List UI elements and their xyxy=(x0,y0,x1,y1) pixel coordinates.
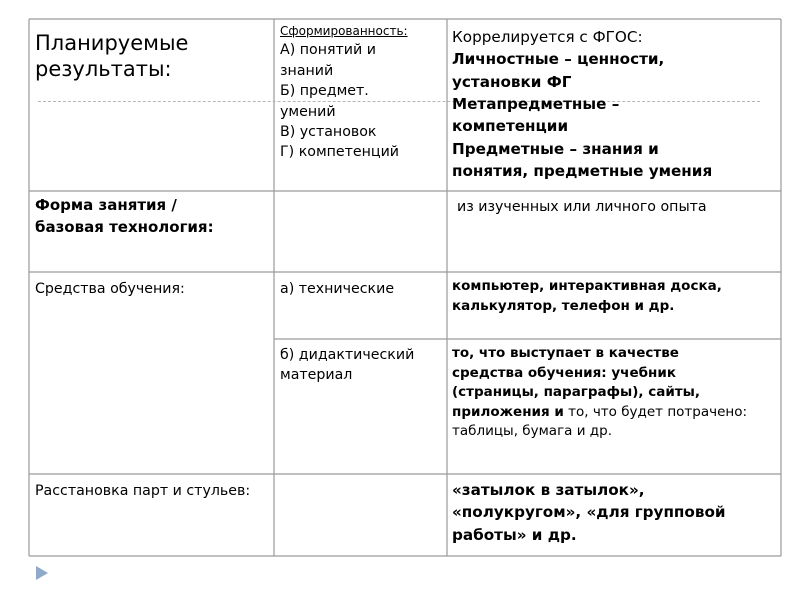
formation-heading: Сформированность: xyxy=(280,24,408,38)
fgos-heading: Коррелируется с ФГОС: xyxy=(452,28,643,46)
didactic-material-value: то, что выступает в качестве средства обучения: учебник (страницы, параграфы), сайты, приложения и то, что будет потрачено: таблицы, бумага и др. xyxy=(452,345,748,440)
planned-results-label: Планируемые результаты: xyxy=(35,31,189,81)
desk-arrangement-label: Расстановка парт и стульев: xyxy=(35,483,251,499)
learning-tools-label: Средства обучения: xyxy=(35,281,185,297)
triangle-right-icon[interactable] xyxy=(36,566,48,580)
lesson-form-label: Форма занятия / базовая технология: xyxy=(35,196,214,236)
desk-arrangement-value: «затылок в затылок», «полукругом», «для групповой работы» и др. xyxy=(452,481,726,544)
fgos-correlation-cell: Коррелируется с ФГОС: Личностные – ценности, установки ФГ Метапредметные – компетенции Предметные – знания и понятия, предметные умения xyxy=(452,26,779,182)
formation-cell: Сформированность: А) понятий и знаний Б) предмет. умений В) установок Г) компетенций xyxy=(280,23,445,163)
technical-tools-value: компьютер, интерактивная доска, калькулятор, телефон и др. xyxy=(452,278,722,314)
technical-tools-label: а) технические xyxy=(280,281,395,297)
didactic-material-label: б) дидактический материал xyxy=(280,347,415,384)
lesson-form-value: из изученных или личного опыта xyxy=(457,199,707,215)
